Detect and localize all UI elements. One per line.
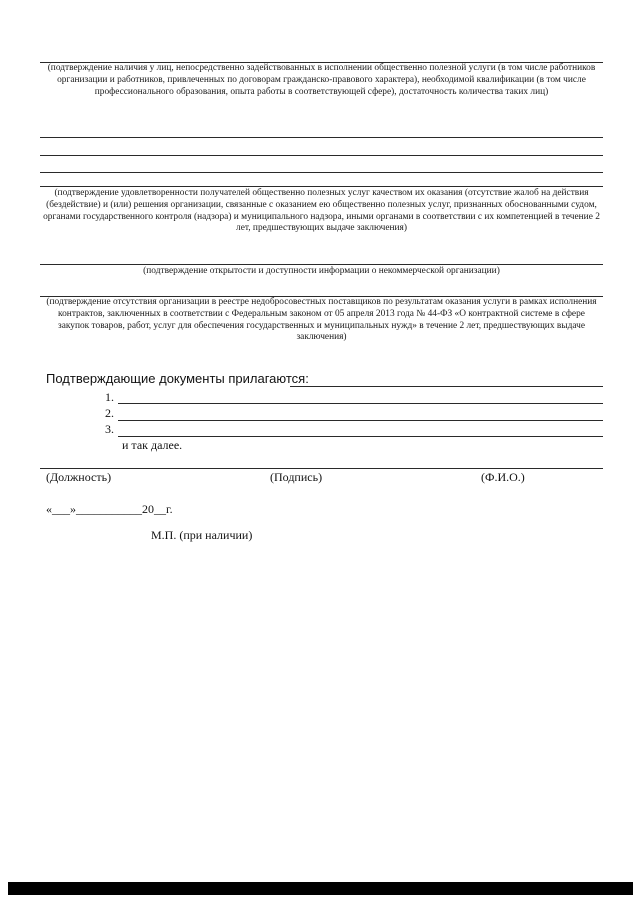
attachment-number: 1. <box>105 390 114 404</box>
attachment-line[interactable] <box>118 403 603 404</box>
attachment-number: 3. <box>105 422 114 436</box>
position-label: (Должность) <box>46 470 112 484</box>
signature-label: (Подпись) <box>270 470 323 484</box>
section-3-caption: (подтверждение открытости и доступности информации о некоммерческой организации) <box>143 266 500 276</box>
fill-line[interactable] <box>40 186 603 187</box>
attachments-heading: Подтверждающие документы прилагаются: <box>46 371 309 386</box>
section-4-caption: (подтверждение отсутствия организации в реестре недобросовестных поставщиков по результатам оказания услуги в рамках исполнения контрактов, заключенных в соответствии с Федеральным законом от 05 апреля 2013 года № 44-ФЗ «О контрактной системе в сфере закупок товаров, работ, услуг для обеспечения государственных и муниципальных нужд» в течение 2 лет, предшествующих выдаче заключения) <box>46 297 597 343</box>
fill-line[interactable] <box>290 386 603 387</box>
name-label: (Ф.И.О.) <box>481 470 525 484</box>
section-2-caption: (подтверждение удовлетворенности получателей общественно полезных услуг качеством их оказания (отсутствие жалоб на действия (бездействие) и (или) решения организации, связанные с оказанием ею общественно полезных услуг, признанных обоснованными судом, органами государственного контроля (надзора) и муниципального надзора, иными органами в соответствии с их компетенцией в течение 2 лет, предшествующих выдаче заключения) <box>43 188 600 234</box>
signature-line[interactable] <box>40 468 603 469</box>
scan-border-bar <box>8 882 633 895</box>
stamp-label: М.П. (при наличии) <box>151 528 253 542</box>
fill-line[interactable] <box>40 137 603 138</box>
fill-line[interactable] <box>40 155 603 156</box>
attachment-line[interactable] <box>118 436 603 437</box>
section-1-caption: (подтверждение наличия у лиц, непосредственно задействованных в исполнении общественно полезной услуги (в том числе работников организации и работников, привлеченных по договорам гражданско-правового характера), необходимой квалификации (в том числе профессионального образования, опыта работы в соответствующей сфере), достаточность количества таких лиц) <box>47 63 596 97</box>
attachment-line[interactable] <box>118 420 603 421</box>
attachments-etc: и так далее. <box>122 438 183 452</box>
fill-line[interactable] <box>40 172 603 173</box>
fill-line[interactable] <box>40 264 603 265</box>
date-field[interactable]: «___»___________20__г. <box>46 502 173 516</box>
attachment-number: 2. <box>105 406 114 420</box>
